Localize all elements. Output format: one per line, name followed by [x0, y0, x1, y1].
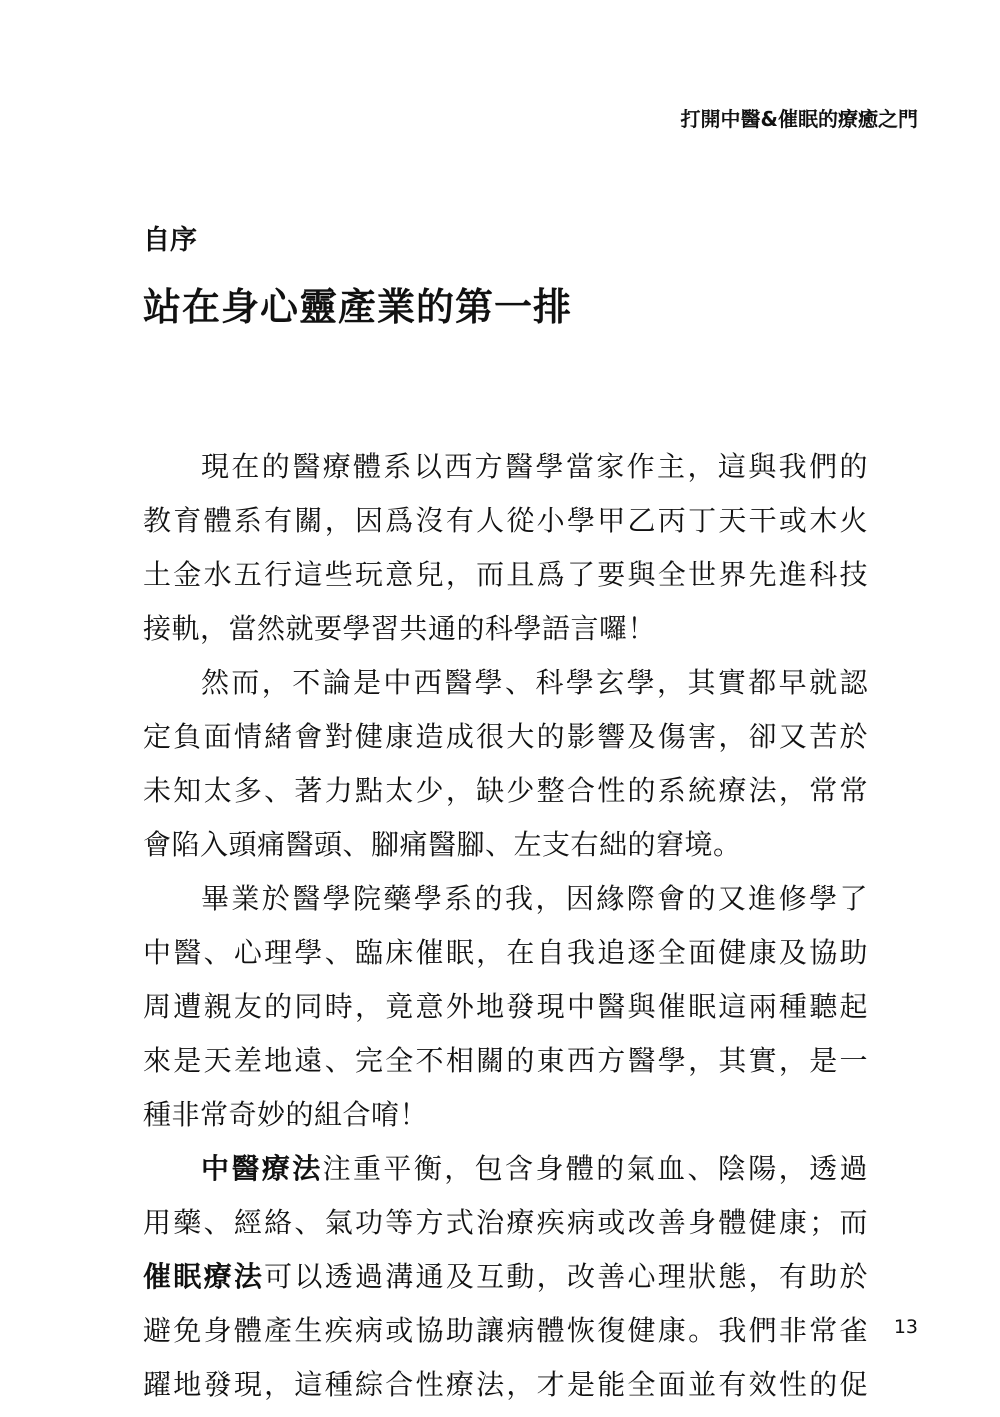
paragraph-1-line: 土金水五行這些玩意兒，而且爲了要與全世界先進科技: [143, 558, 868, 591]
paragraph-4-line-text: 注重平衡，包含身體的氣血、陰陽，透過: [322, 1152, 868, 1185]
preface-label: 自序: [143, 225, 197, 256]
paragraph-2-line: 然而，不論是中西醫學、科學玄學，其實都早就認: [201, 666, 868, 699]
paragraph-1-line: 現在的醫療體系以西方醫學當家作主，這與我們的: [201, 450, 868, 483]
paragraph-4-line: 躍地發現，這種綜合性療法，才是能全面並有效性的促: [143, 1368, 868, 1401]
paragraph-3-line: 中醫、心理學、臨床催眠，在自我追逐全面健康及協助: [143, 936, 868, 969]
paragraph-4-line: [143, 1142, 868, 1196]
paragraph-3-line: 來是天差地遠、完全不相關的東西方醫學，其實，是一: [143, 1044, 868, 1077]
page-number: 13: [893, 1316, 918, 1338]
term-hypnotherapy: 催眠療法: [143, 1260, 265, 1293]
paragraph-4-line: 避免身體產生疾病或協助讓病體恢復健康。我們非常雀: [143, 1314, 868, 1347]
paragraph-4-line: 用藥、經絡、氣功等方式治療疾病或改善身體健康；而: [143, 1206, 868, 1239]
chapter-title: 站在身心靈產業的第一排: [143, 284, 573, 329]
paragraph-2-line: 定負面情緒會對健康造成很大的影響及傷害，卻又苦於: [143, 720, 868, 753]
body-text: [143, 440, 868, 1412]
paragraph-1-line: 接軌，當然就要學習共通的科學語言囉！: [143, 612, 657, 645]
paragraph-4-line: [143, 1250, 868, 1304]
paragraph-3-line: 畢業於醫學院藥學系的我，因緣際會的又進修學了: [201, 882, 868, 915]
paragraph-3-line: 種非常奇妙的組合唷！: [143, 1098, 429, 1131]
paragraph-2-line: 未知太多、著力點太少，缺少整合性的系統療法，常常: [143, 774, 868, 807]
paragraph-3-line: 周遭親友的同時，竟意外地發現中醫與催眠這兩種聽起: [143, 990, 868, 1023]
paragraph-2-line: 會陷入頭痛醫頭、腳痛醫腳、左支右絀的窘境。: [143, 828, 742, 861]
paragraph-1-line: 教育體系有關，因爲沒有人從小學甲乙丙丁天干或木火: [143, 504, 868, 537]
term-tcm-therapy: 中醫療法: [201, 1152, 323, 1185]
paragraph-4-line-text: 可以透過溝通及互動，改善心理狀態，有助於: [264, 1260, 868, 1293]
running-header: 打開中醫&催眠的療癒之門: [680, 107, 918, 131]
